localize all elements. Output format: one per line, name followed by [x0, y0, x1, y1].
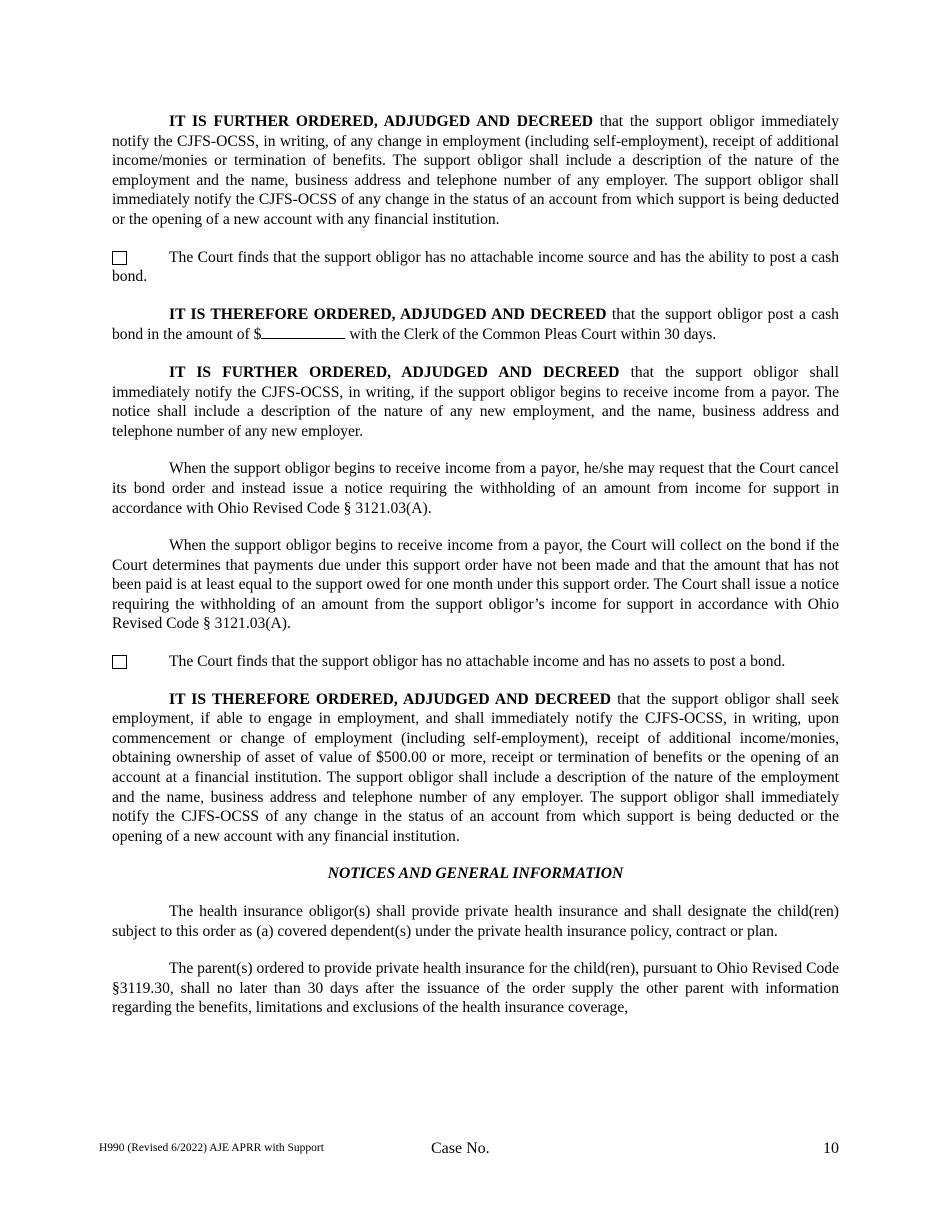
paragraph-text: that the support obligor immediately notify the CJFS-OCSS, in writing, of any change in employment (including self-employment), receipt of additional income/monies or termination of benefits. The support obligor shall include a description of the nature of the employment and the name, business address and telephone number of any employer. The support obligor shall immediately notify the CJFS-OCSS of any change in the status of an account from which support is being deducted or the opening of a new account with any financial institution.: [112, 113, 839, 228]
finding-text: [112, 248, 839, 287]
paragraph-insurance-information: The parent(s) ordered to provide private health insurance for the child(ren), pursuant to Ohio Revised Code §3119.30, shall no later than 30 days after the issuance of the order supply the other parent with information regarding the benefits, limitations and exclusions of the health insurance coverage,: [112, 960, 839, 1017]
paragraph-text: that the support obligor shall immediately notify the CJFS-OCSS, in writing, if the support obligor begins to receive income from a payor. The notice shall include a description of the nature of any new employment, and the name, business address and telephone number of any new employer.: [112, 363, 839, 440]
paragraph-collect-bond: When the support obligor begins to receive income from a payor, the Court will collect on the bond if the Court determines that payments due under this support order have not been made and that the amount that has not been paid is at least equal to the support owed for one month under this support order. The Court shall issue a notice requiring the withholding of an amount from the support obligor’s income for support in accordance with Ohio Revised Code § 3121.03(A).: [112, 537, 839, 633]
paragraph-seek-employment: [112, 690, 839, 847]
order-lead: IT IS FURTHER ORDERED, ADJUDGED AND DECREED: [169, 363, 620, 381]
bond-amount-blank[interactable]: [261, 324, 345, 339]
section-heading: NOTICES AND GENERAL INFORMATION: [327, 865, 624, 883]
order-lead: IT IS FURTHER ORDERED, ADJUDGED AND DECREED: [169, 113, 593, 130]
paragraph-text: that the support obligor shall seek employment, if able to engage in employment, and shall immediately notify the CJFS-OCSS, in writing, upon commencement or change of employment (including self-employment), receipt of additional income/monies, obtaining ownership of asset of value of $500.00 or more, receipt or termination of benefits or the opening of an account at a financial institution. The support obligor shall include a description of the nature of the employment and the name, business address and telephone number of any employer. The support obligor shall immediately notify the CJFS-OCSS of any change in the status of an account from which support is being deducted or the opening of a new account with any financial institution.: [112, 690, 839, 845]
paragraph-text: that the support obligor post a cash bond in the amount of $: [112, 305, 839, 344]
cash-bond-checkbox[interactable]: [112, 251, 127, 265]
paragraph-text: with the Clerk of the Common Pleas Court within 30 days.: [345, 326, 717, 344]
paragraph-notify-changes: [112, 112, 839, 230]
paragraph-cancel-bond: When the support obligor begins to receive income from a payor, he/she may request that the Court cancel its bond order and instead issue a notice requiring the withholding of an amount from income for support in accordance with Ohio Revised Code § 3121.03(A).: [112, 460, 839, 517]
page-footer: [99, 1140, 839, 1160]
paragraph-notify-income: [112, 363, 839, 441]
finding-label: The Court finds that the support obligor has no attachable income and has no assets to post a bond.: [169, 653, 786, 671]
order-lead: IT IS THEREFORE ORDERED, ADJUDGED AND DECREED: [169, 690, 611, 708]
paragraph-health-insurance: The health insurance obligor(s) shall provide private health insurance and shall designate the child(ren) subject to this order as (a) covered dependent(s) under the private health insurance policy, contract or plan.: [112, 903, 839, 940]
paragraph-post-cash-bond: [112, 305, 839, 345]
finding-text: [112, 652, 839, 672]
order-lead: IT IS THEREFORE ORDERED, ADJUDGED AND DECREED: [169, 305, 607, 323]
finding-label: The Court finds that the support obligor has no attachable income source and has the ability to post a cash bond.: [112, 248, 839, 286]
form-identifier: H990 (Revised 6/2022) AJE APRR with Support: [99, 1142, 324, 1154]
page-number: 10: [823, 1140, 839, 1157]
document-body: [112, 112, 839, 1036]
case-number-label: Case No.: [431, 1140, 490, 1157]
no-assets-finding: [112, 652, 839, 672]
no-assets-checkbox[interactable]: [112, 655, 127, 669]
cash-bond-finding: [112, 248, 839, 287]
